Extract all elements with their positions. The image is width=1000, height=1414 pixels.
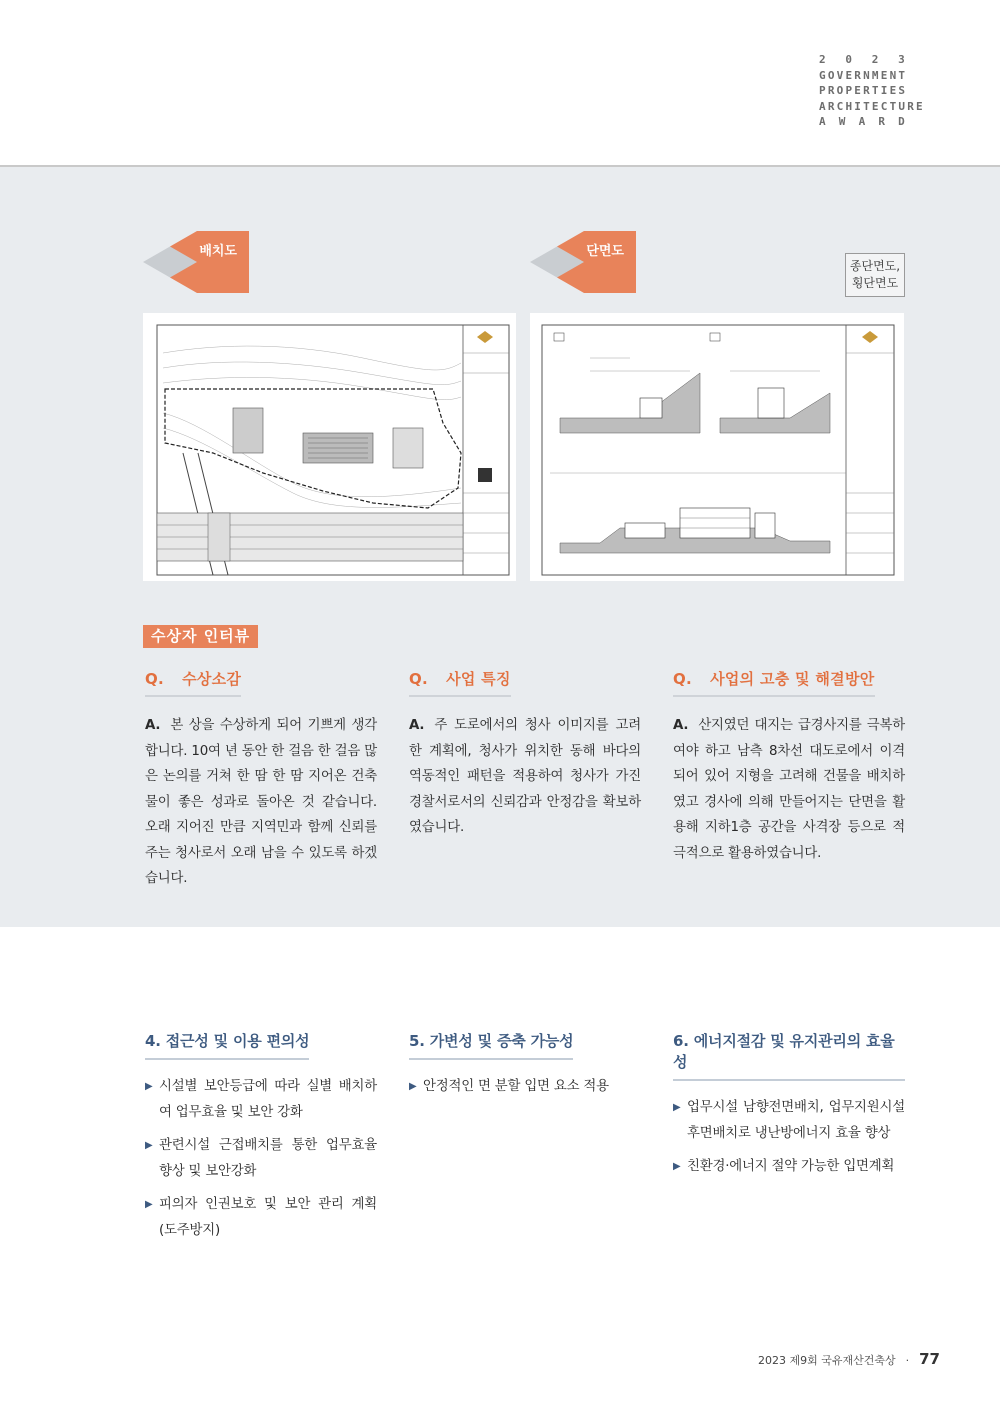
section-heading: 6. 에너지절감 및 유지관리의 효율성 (673, 1030, 905, 1081)
list-item: ▶ 시설별 보안등급에 따라 실별 배치하여 업무효율 및 보안 강화 (145, 1074, 377, 1125)
question-title: 수상소감 (182, 670, 242, 688)
section-note-line2: 횡단면도 (851, 276, 899, 290)
qa-column-3 (673, 668, 905, 866)
site-plan-tab (143, 231, 249, 293)
site-plan-tab-label: 배치도 (199, 244, 237, 259)
brand-line-architecture: ARCHITECTURE (819, 99, 925, 113)
section-tab-label: 단면도 (586, 244, 624, 259)
section-note (845, 253, 905, 297)
question-marker: Q. (409, 670, 429, 688)
list-item: ▶ 친환경·에너지 절약 가능한 입면계획 (673, 1154, 905, 1180)
question-marker: Q. (673, 670, 693, 688)
brand-year: 2 0 2 3 (819, 53, 907, 66)
answer-body: 본 상을 수상하게 되어 기쁘게 생각합니다. 10여 년 동안 한 걸음 한 걸음 많은 논의를 거쳐 한 땀 한 땀 지어온 건축물이 좋은 성과로 돌아온 것 같습니다. 오래 지어진 만큼 지역민과 함께 신뢰를 주는 청사로서 오래 남을 수 있도록 하겠습니다. (145, 718, 377, 886)
footer-separator: · (905, 1354, 910, 1367)
section-note-line1: 종단면도, (849, 259, 901, 273)
list-item: ▶ 업무시설 남향전면배치, 업무지원시설 후면배치로 냉난방에너지 효율 향상 (673, 1095, 905, 1146)
qa-column-2 (409, 668, 641, 841)
list-item: ▶ 안정적인 면 분할 입면 요소 적용 (409, 1074, 641, 1100)
answer-marker: A. (673, 718, 689, 733)
brand-line-government: GOVERNMENT (819, 68, 908, 82)
award-brand (819, 52, 925, 130)
section-items (145, 1074, 377, 1243)
answer-text (145, 713, 377, 892)
question-heading (673, 668, 875, 697)
section-heading: 5. 가변성 및 증축 가능성 (409, 1030, 573, 1060)
section-accessibility (145, 1030, 377, 1251)
list-item: ▶ 관련시설 근접배치를 통한 업무효율 향상 및 보안강화 (145, 1133, 377, 1184)
question-title: 사업 특징 (446, 670, 511, 688)
section-tab (530, 231, 636, 293)
footer-publication: 2023 제9회 국유재산건축상 (758, 1354, 896, 1367)
qa-column-1 (145, 668, 377, 892)
answer-body: 산지였던 대지는 급경사지를 극복하여야 하고 남측 8차선 대도로에서 이격되어 있어 지형을 고려해 건물을 배치하였고 경사에 의해 만들어지는 단면을 활용해 지하1층 공간을 사격장 등으로 적극적으로 활용하였습니다. (673, 718, 905, 861)
section-items (409, 1074, 641, 1100)
brand-line-award: A W A R D (819, 115, 907, 128)
question-marker: Q. (145, 670, 165, 688)
answer-body: 주 도로에서의 청사 이미지를 고려한 계획에, 청사가 위치한 동해 바다의 역동적인 패턴을 적용하여 청사가 가진 경찰서로서의 신뢰감과 안정감을 확보하였습니다. (409, 718, 641, 835)
page-number: 77 (919, 1350, 940, 1368)
question-title: 사업의 고충 및 해결방안 (710, 670, 875, 688)
list-item: ▶ 피의자 인권보호 및 보안 관리 계획 (도주방지) (145, 1192, 377, 1243)
page-footer (758, 1350, 940, 1368)
interview-title: 수상자 인터뷰 (143, 625, 258, 648)
section-drawing (530, 313, 904, 581)
section-items (673, 1095, 905, 1180)
section-heading: 4. 접근성 및 이용 편의성 (145, 1030, 309, 1060)
site-plan-drawing (143, 313, 516, 581)
answer-text (673, 713, 905, 866)
answer-text (409, 713, 641, 841)
answer-marker: A. (145, 718, 161, 733)
answer-marker: A. (409, 718, 425, 733)
brand-line-properties: PROPERTIES (819, 84, 908, 97)
question-heading (409, 668, 511, 697)
question-heading (145, 668, 241, 697)
section-flexibility (409, 1030, 641, 1108)
section-energy (673, 1030, 905, 1188)
